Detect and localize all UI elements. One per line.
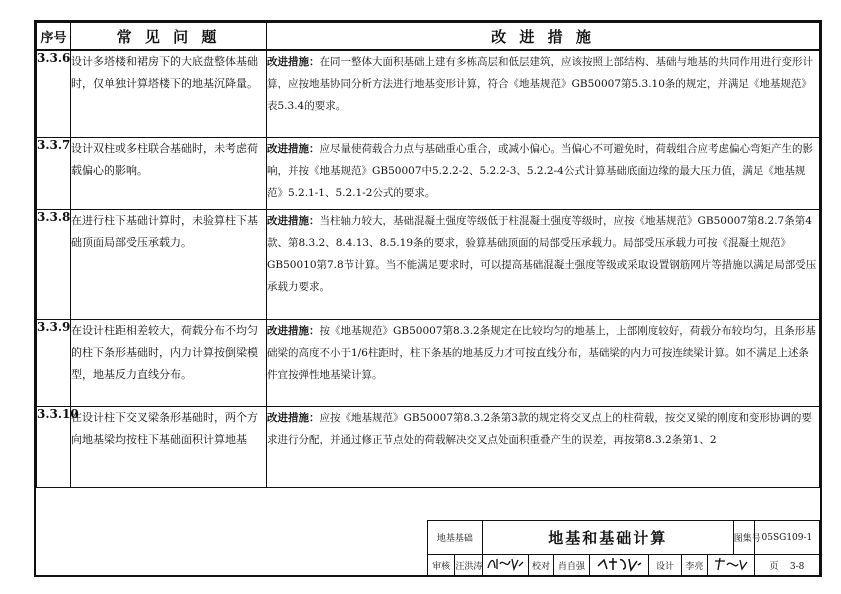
sheet-frame: [34, 20, 822, 577]
measure-lead: 改进措施：: [267, 412, 320, 424]
sheet-title: 地基和基础计算: [482, 521, 733, 555]
reviewer-signature: [482, 555, 528, 576]
table-row: [37, 320, 820, 407]
row-number: 3.3.9: [37, 320, 71, 407]
row-measure: [267, 210, 820, 320]
row-problem: 在设计柱下交叉梁条形基础时，两个方向地基梁均按柱下基础面积计算地基: [71, 407, 267, 488]
measure-text: 应尽量使荷载合力点与基础重心重合，或减小偏心。当偏心不可避免时，荷载组合应考虑偏心弯矩产生的影响，并按《地基规范》GB50007中5.2.2-2、5.2.2-3、5.2.2-4公式计算基础底面边缘的最大压力值，满足《地基规范》5.2.1-1、5.2.1-2公式的要求。: [267, 143, 813, 199]
measure-text: 按《地基规范》GB50007第8.3.2条规定在比较均匀的地基上，上部刚度较好，荷载分布较均匀，且条形基础梁的高度不小于1/6柱距时，柱下条基的地基反力才可按直线分布，基础梁的内力可按连续梁计算。如不满足上述条件宜按弹性地基梁计算。: [267, 325, 816, 381]
signature-mark: [595, 556, 643, 572]
row-number: 3.3.6: [37, 50, 71, 138]
reviewer-name: 汪洪涛: [455, 555, 482, 576]
table-row: [37, 138, 820, 210]
title-block: [427, 520, 820, 576]
table-header-row: [37, 23, 820, 51]
measure-lead: 改进措施：: [267, 325, 320, 337]
measure-text: 应按《地基规范》GB50007第8.3.2条第3款的规定将交叉点上的柱荷载，按交叉梁的刚度和变形协调的要求进行分配，并通过修正节点处的荷载解决交叉点处面积重叠产生的误差，再按第8.3.2条第1、2: [267, 412, 812, 446]
checker-signature: [589, 555, 648, 576]
header-no: 序号: [37, 23, 71, 51]
atlas-number: 05SG109-1: [754, 521, 819, 555]
row-measure: [267, 407, 820, 488]
measure-lead: 改进措施：: [267, 56, 320, 68]
row-problem: 设计多塔楼和裙房下的大底盘整体基础时，仅单独计算塔楼下的地基沉降量。: [71, 50, 267, 138]
measure-lead: 改进措施：: [267, 143, 320, 155]
header-problem: 常 见 问 题: [71, 23, 267, 51]
table-row: [37, 50, 820, 138]
row-number: 3.3.10: [37, 407, 71, 488]
row-number: 3.3.8: [37, 210, 71, 320]
signature-mark: [711, 556, 751, 572]
page-label: 页: [769, 561, 779, 572]
row-problem: 在设计柱距相差较大，荷载分布不均匀的柱下条形基础时，内力计算按倒梁模型，地基反力直线分布。: [71, 320, 267, 407]
row-measure: [267, 320, 820, 407]
checker-name: 肖自强: [554, 555, 590, 576]
measure-text: 在同一整体大面积基础上建有多栋高层和低层建筑，应该按照上部结构、基础与地基的共同作用进行变形计算，应按地基协同分析方法进行地基变形计算，符合《地基规范》GB50007第5.3.10条的规定，并满足《地基规范》表5.3.4的要求。: [267, 56, 813, 112]
atlas-label: 图集号: [733, 521, 754, 555]
measure-text: 当柱轴力较大，基础混凝土强度等级低于柱混凝土强度等级时，应按《地基规范》GB50007第8.2.7条第4款、第8.3.2、8.4.13、8.5.19条的要求，验算基础顶面的局部受压承载力。局部受压承载力可按《混凝土规范》GB50010第7.8节计算。当不能满足要求时，可以提高基础混凝土强度等级或采取设置钢筋网片等措施以满足局部受压承载力要求。: [267, 215, 817, 293]
table-row: [37, 210, 820, 320]
row-measure: [267, 50, 820, 138]
designer-name: 李亮: [682, 555, 707, 576]
signature-mark: [485, 556, 525, 572]
header-measure: 改 进 措 施: [267, 23, 820, 51]
row-measure: [267, 138, 820, 210]
design-label: 设计: [648, 555, 682, 576]
page-number: 3-8: [789, 561, 805, 572]
page-cell: [754, 555, 819, 576]
check-label: 校对: [528, 555, 553, 576]
review-label: 审核: [428, 555, 455, 576]
measure-lead: 改进措施：: [267, 215, 320, 227]
row-problem: 在进行柱下基础计算时，未验算柱下基础顶面局部受压承载力。: [71, 210, 267, 320]
row-number: 3.3.7: [37, 138, 71, 210]
table-row: [37, 407, 820, 488]
designer-signature: [707, 555, 754, 576]
category-cell: 地基基础: [428, 521, 483, 555]
row-problem: 设计双柱或多柱联合基础时，未考虑荷载偏心的影响。: [71, 138, 267, 210]
problems-table: [36, 22, 820, 488]
